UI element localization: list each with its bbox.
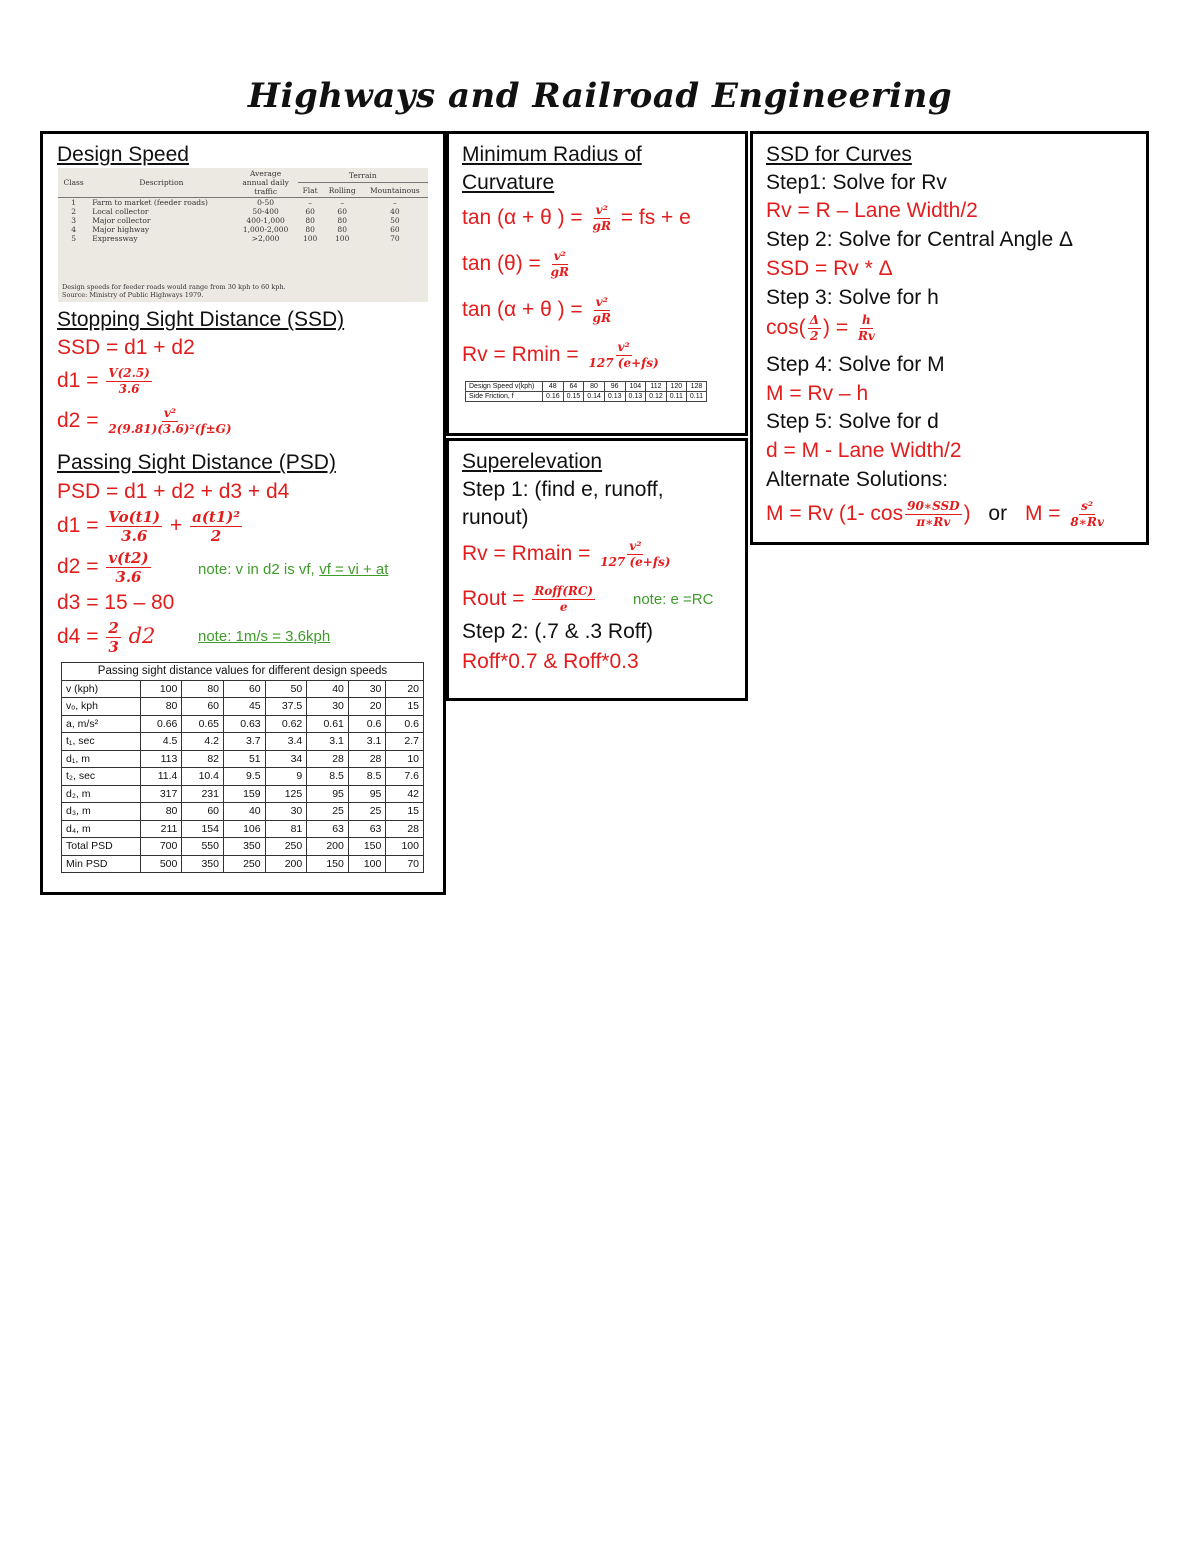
- table-cell: Farm to market (feeder roads): [92, 198, 208, 207]
- table-cell: 34: [265, 750, 307, 768]
- eq-lhs: cos(: [766, 316, 806, 340]
- table-cell: 250: [224, 855, 266, 873]
- table-cell: 63: [307, 820, 349, 838]
- table-row: [58, 216, 428, 225]
- table-cell: 25: [348, 803, 386, 821]
- table-cell: 125: [265, 785, 307, 803]
- table-cell: 0.15: [563, 392, 584, 402]
- table-cell: 106: [224, 820, 266, 838]
- table-cell: 30: [307, 698, 349, 716]
- psd-table-caption: Passing sight distance values for different design speeds: [62, 663, 424, 681]
- ssd-curves-eq4: M = Rv – h: [766, 382, 869, 405]
- table-cell: 3.7: [224, 733, 266, 751]
- table-cell: 10: [386, 750, 424, 768]
- table-cell: >2,000: [251, 234, 280, 243]
- frac-num: v(t2): [108, 549, 149, 567]
- superelevation-note: note: e =RC: [633, 591, 714, 608]
- table-cell: 60: [305, 207, 315, 216]
- table-cell: 60: [182, 803, 224, 821]
- table-cell: 4: [71, 225, 76, 234]
- table-cell: Side Friction, f: [466, 392, 543, 402]
- alt-or: or: [988, 502, 1008, 526]
- frac-den: 8∗Rv: [1070, 515, 1104, 529]
- psd-d2-lhs: d2 =: [57, 555, 99, 579]
- ds-footnote-1: Design speeds for feeder roads would range from 30 kph to 60 kph.: [62, 283, 286, 291]
- frac-den: 2(9.81)(3.6)²(f±G): [108, 422, 232, 436]
- table-row: [58, 234, 428, 243]
- ssd-heading: Stopping Sight Distance (SSD): [57, 308, 345, 331]
- table-cell: 3.1: [348, 733, 386, 751]
- ssd-curves-alt-label: Alternate Solutions:: [766, 468, 949, 491]
- table-cell: 0.61: [307, 715, 349, 733]
- table-cell: 0.65: [182, 715, 224, 733]
- eq-lhs-2: M =: [1024, 502, 1061, 526]
- table-cell: 2: [71, 207, 76, 216]
- table-cell: 550: [182, 838, 224, 856]
- table-cell: 10.4: [182, 768, 224, 786]
- frac-num: Roff(RC): [534, 584, 594, 598]
- ds-footnote: [62, 283, 286, 299]
- table-cell: 0.6: [386, 715, 424, 733]
- table-cell: 37.5: [265, 698, 307, 716]
- table-cell: 0.11: [666, 392, 686, 402]
- table-cell: 100: [302, 234, 318, 243]
- psd-d4-equation: [57, 619, 155, 656]
- ssd-d2-lhs: d2 =: [57, 409, 99, 433]
- table-cell: d₃, m: [62, 803, 141, 821]
- ds-col-description: Description: [89, 168, 233, 198]
- ssd-curves-eq2: SSD = Rv * Δ: [766, 257, 893, 280]
- table-cell: 50-400: [252, 207, 279, 216]
- eq-fraction-inner: [808, 313, 821, 344]
- ssd-d1-equation: [57, 366, 154, 397]
- table-cell: 70: [390, 234, 400, 243]
- table-cell: d₂, m: [62, 785, 141, 803]
- frac-den: gR: [550, 265, 570, 279]
- table-cell: 8.5: [307, 768, 349, 786]
- table-row: [62, 715, 424, 733]
- psd-table: [61, 662, 424, 873]
- table-cell: 5: [71, 234, 76, 243]
- eq-lhs: Rv = Rmin =: [462, 343, 579, 367]
- table-cell: 80: [305, 216, 315, 225]
- table-row: [62, 820, 424, 838]
- table-cell: 28: [307, 750, 349, 768]
- min-radius-heading-2: Curvature: [462, 171, 555, 194]
- superelevation-step2-eq: Roff*0.7 & Roff*0.3: [462, 650, 639, 673]
- psd-heading: Passing Sight Distance (PSD): [57, 451, 336, 474]
- ssd-curves-heading: SSD for Curves: [766, 143, 912, 166]
- table-cell: 0.6: [348, 715, 386, 733]
- table-cell: 100: [140, 680, 182, 698]
- table-cell: 15: [386, 803, 424, 821]
- table-cell: 0.16: [543, 392, 564, 402]
- table-row: [62, 838, 424, 856]
- table-cell: –: [308, 198, 312, 207]
- min-radius-heading-1: Minimum Radius of: [462, 143, 642, 166]
- frac-num: s²: [1081, 499, 1094, 513]
- table-cell: 40: [224, 803, 266, 821]
- table-cell: 104: [625, 382, 646, 392]
- table-cell: 100: [335, 234, 350, 243]
- psd-d2-equation: [57, 549, 153, 586]
- table-cell: d₁, m: [62, 750, 141, 768]
- table-cell: 80: [584, 382, 605, 392]
- table-cell: 42: [386, 785, 424, 803]
- frac-num: 2: [108, 619, 119, 637]
- table-cell: 9.5: [224, 768, 266, 786]
- table-cell: 400-1,000: [246, 216, 285, 225]
- table-cell: 8.5: [348, 768, 386, 786]
- ds-col-mountainous: Mountainous: [362, 183, 428, 198]
- frac-den: gR: [592, 219, 611, 233]
- table-cell: 82: [182, 750, 224, 768]
- table-cell: 200: [307, 838, 349, 856]
- frac-den: 3: [108, 638, 119, 656]
- table-cell: 80: [305, 225, 315, 234]
- table-row: [58, 207, 428, 216]
- frac-den: 127 (e+fs): [600, 555, 671, 569]
- ssd-d1-lhs: d1 =: [57, 369, 99, 393]
- table-cell: 0.11: [686, 392, 706, 402]
- frac-den: 3.6: [118, 382, 140, 396]
- table-cell: 63: [348, 820, 386, 838]
- table-cell: 11.4: [140, 768, 182, 786]
- ds-col-class: Class: [58, 168, 89, 198]
- eq-lhs: Rout =: [462, 587, 525, 611]
- table-cell: Min PSD: [62, 855, 141, 873]
- table-row: [58, 198, 428, 208]
- eq-fraction: [587, 340, 661, 371]
- table-cell: 40: [307, 680, 349, 698]
- eq-rhs: = fs + e: [620, 206, 691, 230]
- table-cell: Design Speed v(kph): [466, 382, 543, 392]
- table-cell: Total PSD: [62, 838, 141, 856]
- ssd-curves-alt-eq: [766, 499, 1108, 530]
- frac-num: Δ: [809, 313, 819, 327]
- frac-num: v²: [595, 295, 608, 309]
- ssd-equation: SSD = d1 + d2: [57, 336, 195, 359]
- ds-footnote-2: Source: Ministry of Public Highways 1979.: [62, 291, 204, 299]
- table-cell: 60: [182, 698, 224, 716]
- table-cell: 500: [140, 855, 182, 873]
- table-cell: 700: [140, 838, 182, 856]
- design-speed-heading: Design Speed: [57, 143, 189, 166]
- table-cell: 9: [265, 768, 307, 786]
- table-cell: 60: [224, 680, 266, 698]
- min-radius-eq3: [462, 295, 615, 326]
- table-row: [466, 382, 707, 392]
- eq-fraction: [591, 203, 613, 234]
- ssd-curves-step5: Step 5: Solve for d: [766, 410, 939, 433]
- table-cell: vₒ, kph: [62, 698, 141, 716]
- frac-num: v²: [629, 539, 642, 553]
- table-cell: 3.4: [265, 733, 307, 751]
- table-cell: 120: [666, 382, 686, 392]
- table-cell: 250: [265, 838, 307, 856]
- table-cell: 50: [265, 680, 307, 698]
- table-cell: v (kph): [62, 680, 141, 698]
- table-cell: 45: [224, 698, 266, 716]
- psd-d2-note-formula: vf = vi + at: [319, 561, 389, 578]
- superelevation-eq2: [462, 584, 597, 615]
- psd-d2-fraction: [106, 549, 150, 586]
- ssd-d1-fraction: [106, 366, 152, 397]
- eq-fraction: [591, 295, 613, 326]
- table-cell: 3: [71, 216, 76, 225]
- eq-fraction: [532, 584, 595, 615]
- table-cell: 25: [307, 803, 349, 821]
- table-cell: 112: [646, 382, 667, 392]
- eq-mid: ) =: [823, 316, 849, 340]
- psd-d1-fraction-1: [106, 508, 162, 545]
- table-cell: 80: [182, 680, 224, 698]
- table-cell: 28: [386, 820, 424, 838]
- frac-num: v²: [595, 203, 608, 217]
- ssd-curves-eq1: Rv = R – Lane Width/2: [766, 199, 978, 222]
- table-cell: 64: [563, 382, 584, 392]
- table-cell: 154: [182, 820, 224, 838]
- superelevation-heading: Superelevation: [462, 450, 603, 473]
- table-cell: 159: [224, 785, 266, 803]
- table-row: [62, 733, 424, 751]
- table-cell: a, m/s²: [62, 715, 141, 733]
- table-cell: 30: [348, 680, 386, 698]
- table-cell: 100: [348, 855, 386, 873]
- table-row: [62, 698, 424, 716]
- table-cell: 20: [386, 680, 424, 698]
- design-speed-table: [58, 168, 428, 302]
- table-cell: 3.1: [307, 733, 349, 751]
- table-cell: 20: [348, 698, 386, 716]
- psd-d1-fraction-2: [190, 508, 242, 545]
- table-cell: 150: [348, 838, 386, 856]
- psd-d1-lhs: d1 =: [57, 514, 99, 538]
- ds-col-rolling: Rolling: [323, 183, 362, 198]
- table-cell: 0-50: [257, 198, 275, 207]
- superelevation-eq1: [462, 539, 674, 570]
- table-cell: 1: [71, 198, 76, 207]
- eq-lhs: tan (α + θ ) =: [462, 206, 583, 230]
- ds-terrain-label: Terrain: [298, 168, 428, 183]
- table-cell: Major highway: [92, 225, 150, 234]
- frac-num: v²: [163, 406, 177, 420]
- table-cell: 100: [386, 838, 424, 856]
- eq-fraction: [856, 313, 877, 344]
- table-cell: 60: [337, 207, 347, 216]
- frac-num: h: [862, 313, 871, 327]
- table-cell: 28: [348, 750, 386, 768]
- superelevation-step1b: runout): [462, 506, 529, 529]
- table-cell: 48: [543, 382, 564, 392]
- table-cell: 80: [337, 216, 347, 225]
- table-cell: 0.62: [265, 715, 307, 733]
- table-cell: 95: [307, 785, 349, 803]
- superelevation-step1a: Step 1: (find e, runoff,: [462, 478, 664, 501]
- table-cell: Major collector: [92, 216, 151, 225]
- frac-den: e: [559, 600, 568, 614]
- eq-fraction-2: [1068, 499, 1106, 530]
- frac-num: V(2.5): [108, 366, 150, 380]
- table-cell: 231: [182, 785, 224, 803]
- table-cell: 51: [224, 750, 266, 768]
- table-cell: Expressway: [92, 234, 138, 243]
- frac-num: v²: [617, 340, 630, 354]
- psd-d1-equation: [57, 508, 244, 545]
- ds-col-aadt: Average annual daily traffic: [234, 168, 298, 198]
- page-title: Highways and Railroad Engineering: [247, 76, 953, 116]
- min-radius-eq1: [462, 203, 691, 234]
- table-cell: 0.13: [625, 392, 646, 402]
- table-cell: –: [393, 198, 397, 207]
- eq-close: ): [963, 502, 971, 526]
- table-cell: 81: [265, 820, 307, 838]
- eq-lhs: tan (θ) =: [462, 252, 541, 276]
- ssd-d2-fraction: [106, 406, 233, 437]
- frac-den: 3.6: [115, 568, 142, 586]
- table-cell: 150: [307, 855, 349, 873]
- table-cell: t₁, sec: [62, 733, 141, 751]
- table-cell: 60: [390, 225, 400, 234]
- table-cell: 40: [390, 207, 400, 216]
- table-cell: 4.5: [140, 733, 182, 751]
- table-cell: 4.2: [182, 733, 224, 751]
- ssd-d2-equation: [57, 406, 236, 437]
- table-row: [58, 225, 428, 234]
- psd-equation: PSD = d1 + d2 + d3 + d4: [57, 480, 290, 503]
- table-cell: 0.66: [140, 715, 182, 733]
- frac-num: v²: [553, 249, 566, 263]
- frac-den: gR: [592, 311, 611, 325]
- table-cell: 2.7: [386, 733, 424, 751]
- frac-num: 90∗SSD: [907, 499, 960, 513]
- table-row: [62, 785, 424, 803]
- table-row: [466, 392, 707, 402]
- eq-lhs: M = Rv (1- cos: [766, 502, 904, 526]
- ssd-curves-step4: Step 4: Solve for M: [766, 353, 945, 376]
- table-cell: 317: [140, 785, 182, 803]
- psd-d3-equation: d3 = 15 – 80: [57, 591, 175, 614]
- table-cell: 113: [140, 750, 182, 768]
- frac-den: 2: [810, 329, 819, 343]
- table-cell: t₂, sec: [62, 768, 141, 786]
- eq-lhs: tan (α + θ ) =: [462, 298, 583, 322]
- table-cell: 80: [140, 803, 182, 821]
- frac-den: π∗Rv: [916, 515, 951, 529]
- table-row: [62, 750, 424, 768]
- side-friction-table: [465, 381, 707, 402]
- table-cell: 211: [140, 820, 182, 838]
- psd-d4-fraction: [106, 619, 120, 656]
- table-cell: 70: [386, 855, 424, 873]
- table-cell: 350: [182, 855, 224, 873]
- table-cell: 30: [265, 803, 307, 821]
- eq-fraction: [598, 539, 672, 570]
- table-cell: 1,000-2,000: [242, 225, 289, 234]
- frac-den: Rv: [857, 329, 875, 343]
- superelevation-step2: Step 2: (.7 & .3 Roff): [462, 620, 654, 643]
- ssd-curves-step2: Step 2: Solve for Central Angle Δ: [766, 228, 1074, 251]
- table-cell: 0.63: [224, 715, 266, 733]
- frac-den: 3.6: [121, 527, 148, 545]
- psd-d4-note: note: 1m/s = 3.6kph: [198, 628, 331, 645]
- table-cell: 0.14: [584, 392, 605, 402]
- table-row: [62, 680, 424, 698]
- eq-fraction: [549, 249, 571, 280]
- table-cell: Local collector: [92, 207, 149, 216]
- min-radius-eq4: [462, 340, 663, 371]
- table-cell: d₄, m: [62, 820, 141, 838]
- psd-d2-note-text: note: v in d2 is vf,: [198, 561, 315, 578]
- table-cell: 96: [604, 382, 625, 392]
- table-cell: 15: [386, 698, 424, 716]
- table-cell: 7.6: [386, 768, 424, 786]
- table-cell: 350: [224, 838, 266, 856]
- table-row: [62, 803, 424, 821]
- frac-num: Vo(t1): [108, 508, 161, 526]
- table-row: [62, 855, 424, 873]
- ssd-curves-step3: Step 3: Solve for h: [766, 286, 939, 309]
- frac-den: 127 (e+fs): [588, 356, 659, 370]
- table-cell: 50: [390, 216, 400, 225]
- table-cell: 0.13: [604, 392, 625, 402]
- table-cell: 128: [686, 382, 706, 392]
- table-row: [62, 768, 424, 786]
- ssd-curves-step1: Step1: Solve for Rv: [766, 171, 947, 194]
- table-cell: 80: [337, 225, 347, 234]
- table-cell: 95: [348, 785, 386, 803]
- ds-col-flat: Flat: [298, 183, 323, 198]
- table-cell: 200: [265, 855, 307, 873]
- table-cell: –: [340, 198, 345, 207]
- min-radius-eq2: [462, 249, 573, 280]
- table-cell: 80: [140, 698, 182, 716]
- frac-den: 2: [210, 527, 222, 545]
- frac-num: a(t1)²: [192, 508, 240, 526]
- table-cell: 0.12: [646, 392, 667, 402]
- psd-d4-rhs: d2: [128, 624, 156, 649]
- ssd-curves-eq3: [766, 313, 879, 344]
- eq-fraction: [905, 499, 961, 530]
- psd-d4-lhs: d4 =: [57, 625, 99, 649]
- psd-d1-plus: +: [169, 514, 183, 538]
- eq-lhs: Rv = Rmain =: [462, 542, 591, 566]
- ssd-curves-eq5: d = M - Lane Width/2: [766, 439, 962, 462]
- psd-d2-note: [198, 561, 388, 579]
